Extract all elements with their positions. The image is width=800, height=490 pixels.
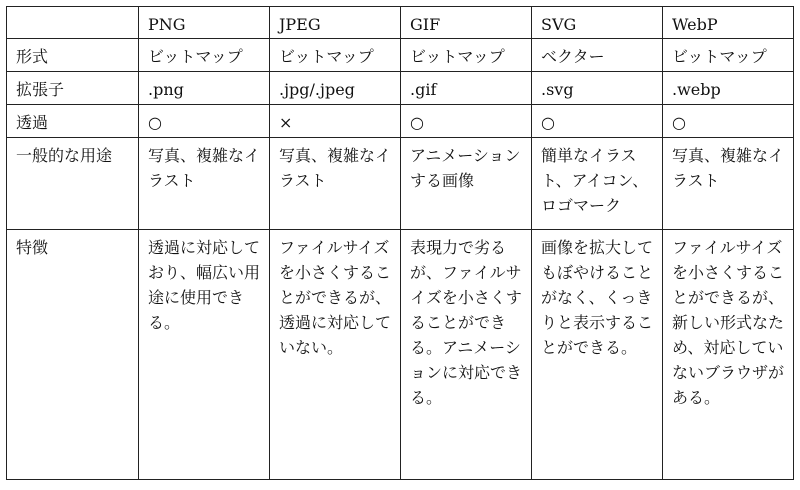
header-jpeg: JPEG [270, 7, 401, 39]
cell-transparency-webp: ○ [663, 105, 794, 138]
cell-format-svg: ベクター [532, 39, 663, 72]
cell-transparency-gif: ○ [401, 105, 532, 138]
cell-usage-svg: 簡単なイラスト、アイコン、ロゴマーク [532, 138, 663, 230]
image-format-comparison-table [6, 6, 794, 480]
cell-extension-webp: .webp [663, 72, 794, 105]
cell-format-jpeg: ビットマップ [270, 39, 401, 72]
cell-format-png: ビットマップ [139, 39, 270, 72]
cell-usage-png: 写真、複雑なイラスト [139, 138, 270, 230]
cell-extension-png: .png [139, 72, 270, 105]
cell-usage-jpeg: 写真、複雑なイラスト [270, 138, 401, 230]
cell-features-webp: ファイルサイズを小さくすることができるが、新しい形式なため、対応していないブラウザがある。 [663, 230, 794, 480]
cell-extension-svg: .svg [532, 72, 663, 105]
header-svg: SVG [532, 7, 663, 39]
cell-usage-gif: アニメーションする画像 [401, 138, 532, 230]
header-gif: GIF [401, 7, 532, 39]
cell-transparency-jpeg: × [270, 105, 401, 138]
header-row [7, 7, 794, 39]
header-png: PNG [139, 7, 270, 39]
cell-usage-webp: 写真、複雑なイラスト [663, 138, 794, 230]
table-row-format [7, 39, 794, 72]
row-label-features: 特徴 [7, 230, 139, 480]
row-label-usage: 一般的な用途 [7, 138, 139, 230]
header-corner-cell [7, 7, 139, 39]
cell-transparency-png: ○ [139, 105, 270, 138]
table-row-features [7, 230, 794, 480]
header-webp: WebP [663, 7, 794, 39]
cell-extension-jpeg: .jpg/.jpeg [270, 72, 401, 105]
cell-features-png: 透過に対応しており、幅広い用途に使用できる。 [139, 230, 270, 480]
cell-features-svg: 画像を拡大してもぼやけることがなく、くっきりと表示することができる。 [532, 230, 663, 480]
table-row-usage [7, 138, 794, 230]
table-row-extension [7, 72, 794, 105]
row-label-format: 形式 [7, 39, 139, 72]
row-label-extension: 拡張子 [7, 72, 139, 105]
row-label-transparency: 透過 [7, 105, 139, 138]
cell-format-gif: ビットマップ [401, 39, 532, 72]
cell-features-jpeg: ファイルサイズを小さくすることができるが、透過に対応していない。 [270, 230, 401, 480]
cell-features-gif: 表現力で劣るが、ファイルサイズを小さくすることができる。アニメーションに対応できる。 [401, 230, 532, 480]
cell-extension-gif: .gif [401, 72, 532, 105]
cell-format-webp: ビットマップ [663, 39, 794, 72]
table-row-transparency [7, 105, 794, 138]
cell-transparency-svg: ○ [532, 105, 663, 138]
